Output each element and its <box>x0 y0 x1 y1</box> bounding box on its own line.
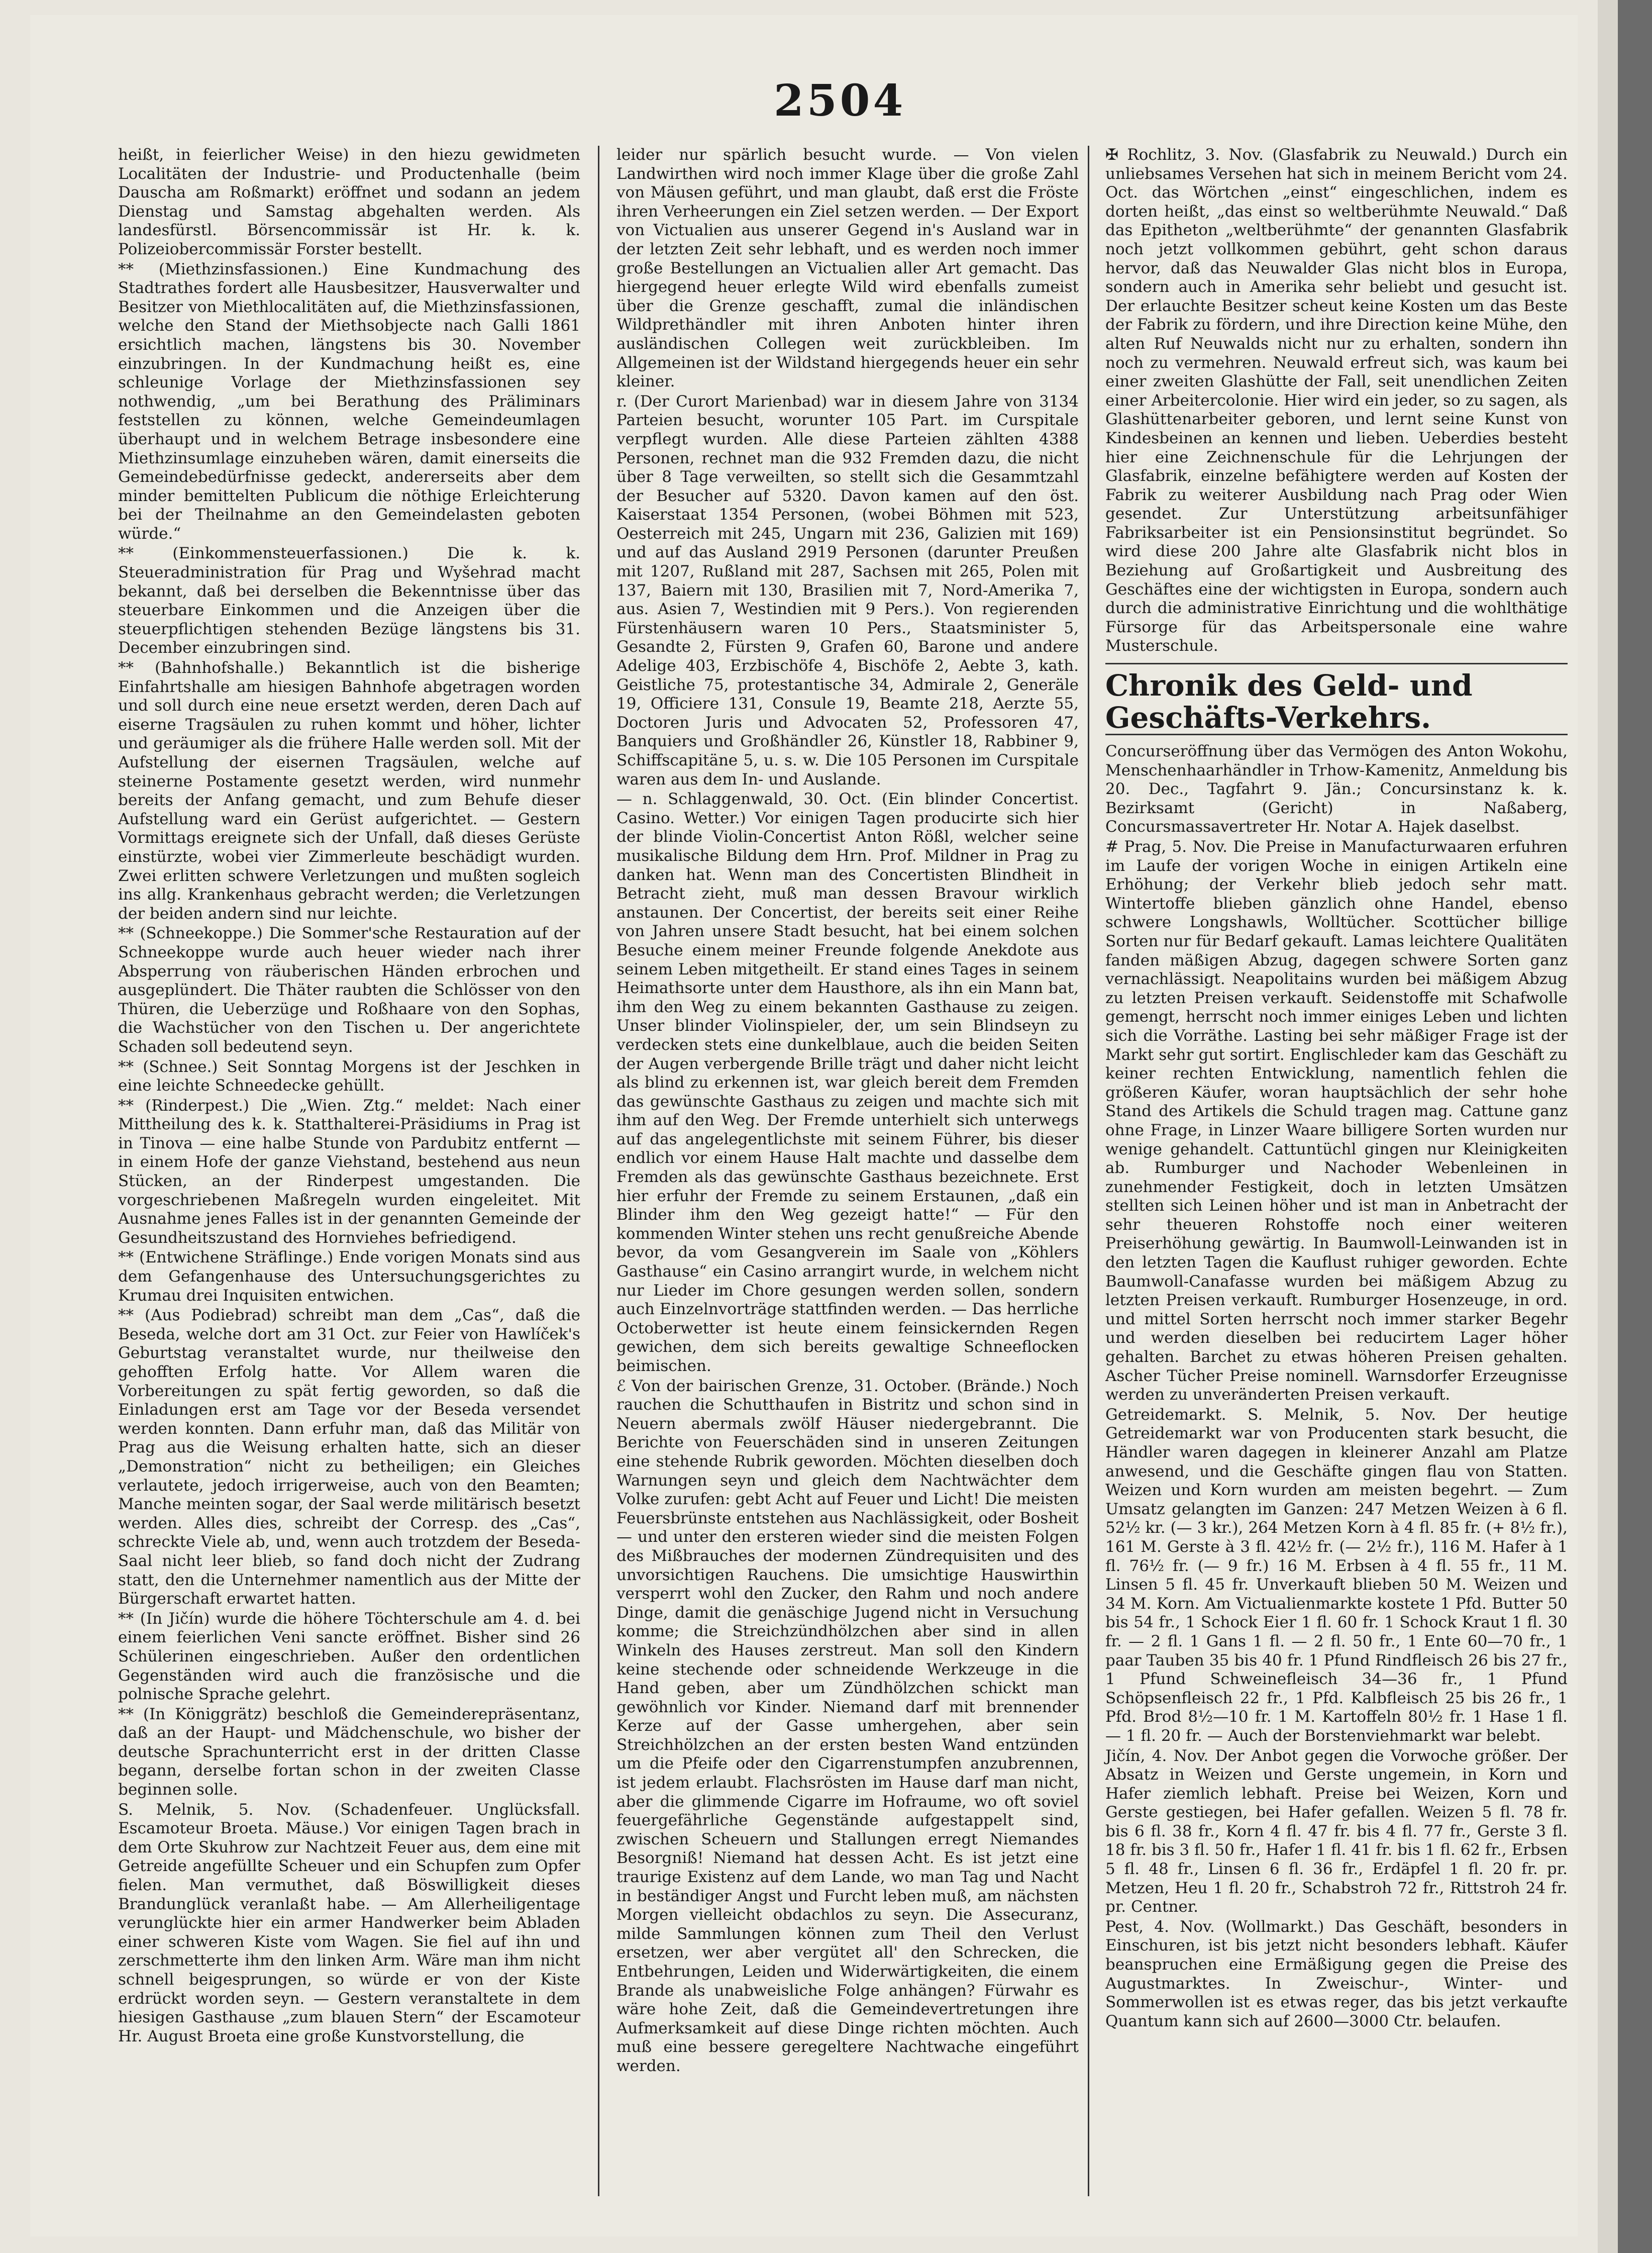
article-paragraph: ℰ Von der bairischen Grenze, 31. October. (Brände.) Noch rauchen die Schutthaufen in Bistritz und schon sind in Neuern abermals zwölf Häuser niedergebrannt. Die Berichte von Feuerschäden sind in unseren Zeitungen eine stehende Rubrik geworden. Möchten dieselben doch Warnungen seyn und gleich dem Nachtwächter dem Volke zurufen: gebt Acht auf Feuer und Licht! Die meisten Feuersbrünste entstehen aus Nachlässigkeit, oder Bosheit — und unter den ersteren wieder sind die meisten Folgen des Mißbrauches der modernen Zündrequisiten und des unvorsichtigen Rauchens. Die umsichtige Hauswirthin versperrt wohl den Zucker, den Rahm und noch andere Dinge, damit die genäschige Jugend nicht in Versuchung komme; die Streichzündhölzchen aber sind in allen Winkeln des Hauses zerstreut. Man soll den Kindern keine stechende oder schneidende Werkzeuge in die Hand geben, aber um Zündhölzchen schickt man gewöhnlich vor Kinder. Niemand darf mit brennender Kerze auf der Gasse umhergehen, aber sein Streichhölzchen an der ersten besten Wand entzünden um die Pfeife oder den Cigarrenstumpfen anzubrennen, ist jedem erlaubt. Flachsrösten im Hause darf man nicht, aber die glimmende Cigarre im Hofraume, wo oft soviel feuergefährliche Gegenstände aufgestappelt sind, zwischen Scheuern und Stallungen erregt Niemandes Besorgniß! Niemand hat dessen Acht. Es ist jetzt eine traurige Existenz auf dem Lande, wo man Tag und Nacht in beständiger Angst und Furcht leben muß, am nächsten Morgen vielleicht obdachlos zu seyn. Die Assecuranz, milde Sammlungen können zum Theil den Verlust ersetzen, wer aber vergütet all' den Schrecken, die Entbehrungen, Leiden und Widerwärtigkeiten, die einem Brande als unabweisliche Folge anhängen? Fürwahr es wäre hohe Zeit, daß die Gemeindevertretungen ihre Aufmerksamkeit auf diese Dinge richten möchten. Auch muß eine bessere geregeltere Nachtwache eingeführt werden. <box>616 1377 1079 2075</box>
column-1 <box>118 146 580 2047</box>
column-divider-1 <box>598 146 599 2196</box>
page-number: 2504 <box>774 75 906 126</box>
scan-edge-light <box>1598 0 1618 2253</box>
article-paragraph: ✠ Rochlitz, 3. Nov. (Glasfabrik zu Neuwald.) Durch ein unliebsames Versehen hat sich in meinem Bericht vom 24. Oct. das Wörtchen „einst“ eingeschlichen, indem es dorten heißt, „das einst so weltberühmte Neuwald.“ Daß das Epitheton „weltberühmte“ der genannten Glasfabrik noch jetzt vollkommen gebührt, geht schon daraus hervor, daß das Neuwalder Glas nicht blos in Europa, sondern auch in Amerika sehr beliebt und gesucht ist. Der erlauchte Besitzer scheut keine Kosten um das Beste der Fabrik zu fördern, und ihre Direction keine Mühe, den alten Ruf Neuwalds nicht nur zu erhalten, sondern ihn noch zu vermehren. Neuwald erfreut sich, was kaum bei einer zweiten Glashütte der Fall, seit unendlichen Zeiten einer Arbeitercolonie. Hier wird ein jeder, so zu sagen, als Glashüttenarbeiter geboren, und lernt seine Kunst von Kindesbeinen an kennen und lieben. Ueberdies besteht hier eine Zeichnenschule für die Lehrjungen der Glasfabrik, einzelne befähigtere werden auf Kosten der Fabrik zu weiterer Ausbildung nach Prag oder Wien gesendet. Zur Unterstützung arbeitsunfähiger Fabriksarbeiter ist ein Pensionsinstitut begründet. So wird diese 200 Jahre alte Glasfabrik nicht blos in Beziehung auf Großartigkeit und Ausbreitung des Geschäftes eine der wichtigsten in Europa, sondern auch durch die administrative Einrichtung und die wohlthätige Fürsorge für das Arbeitspersonale eine wahre Musterschule. <box>1105 146 1568 655</box>
column-3 <box>1105 146 1568 2032</box>
article-paragraph: S. Melnik, 5. Nov. (Schadenfeuer. Unglücksfall. Escamoteur Broeta. Mäuse.) Vor einigen Tagen brach in dem Orte Skuhrow zur Nachtzeit Feuer aus, dem eine mit Getreide angefüllte Scheuer und ein Schupfen zum Opfer fielen. Man vermuthet, daß Böswilligkeit dieses Brandunglück veranlaßt habe. — Am Allerheiligentage verunglückte hier ein armer Handwerker beim Abladen einer schweren Kiste vom Wagen. Sie fiel auf ihn und zerschmetterte ihm den linken Arm. Wäre man ihm nicht schnell beigesprungen, so würde er von der Kiste erdrückt worden seyn. — Gestern veranstaltete in dem hiesigen Gasthause „zum blauen Stern“ der Escamoteur Hr. August Broeta eine große Kunstvorstellung, die <box>118 1800 580 2045</box>
chronik-paragraph: # Prag, 5. Nov. Die Preise in Manufacturwaaren erfuhren im Laufe der vorigen Woche in einigen Artikeln eine Erhöhung; der Verkehr blieb jedoch sehr matt. Wintertoffe blieben gänzlich ohne Handel, ebenso schwere Longshawls, Wolltücher. Scottücher billige Sorten nur für Bedarf gekauft. Lamas leichtere Qualitäten fanden mäßigen Abzug, dagegen schwere Sorten ganz vernachlässigt. Neapolitains wurden bei mäßigem Abzug zu letzten Preisen verkauft. Seidenstoffe mit Schafwolle gemengt, herrscht noch immer einiges Leben und lichten sich die Vorräthe. Lasting bei sehr mäßiger Frage ist der Markt sehr gut sortirt. Englischleder kam das Geschäft zu keiner rechten Entwicklung, namentlich fehlen die größeren Käufer, woran hauptsächlich der sehr hohe Stand des Artikels die Schuld tragen mag. Cattune ganz ohne Frage, in Linzer Waare billigere Sorten wurden nur wenige gehandelt. Cattuntüchl gingen nur Kleinigkeiten ab. Rumburger und Nachoder Webenleinen in zunehmender Festigkeit, doch in letzten Umsätzen stellten sich Leinen höher und ist man in Anbetracht der sehr theueren Rohstoffe noch einer weiteren Preiserhöhung gewärtig. In Baumwoll-Leinwanden ist in den letzten Tagen die Kauflust ruhiger geworden. Echte Baumwoll-Canafasse wurden bei mäßigem Abzug zu letzten Preisen verkauft. Rumburger Hosenzeuge, in ord. und mittel Sorten herrscht noch immer starker Begehr und werden dieselben bei reducirtem Lager höher gehalten. Barchet zu etwas höheren Preisen gehalten. Ascher Tücher Preise nominell. Warnsdorfer Erzeugnisse werden zu unveränderten Preisen verkauft. <box>1105 838 1568 1404</box>
article-paragraph: ** (Einkommensteuerfassionen.) Die k. k. Steueradministration für Prag und Wyšehrad macht bekannt, daß bei derselben die Bekenntnisse über das steuerbare Einkommen und die Anzeigen über die steuerpflichtigen stehenden Bezüge längstens bis 31. December einzubringen sind. <box>118 544 580 657</box>
article-paragraph: ** (In Jičín) wurde die höhere Töchterschule am 4. d. bei einem feierlichen Veni sancte eröffnet. Bisher sind 26 Schülerinen eingeschrieben. Außer den ordentlichen Gegenständen wird auch die französische und die polnische Sprache gelehrt. <box>118 1609 580 1704</box>
column-divider-2 <box>1088 146 1089 2196</box>
article-paragraph: ** (Entwichene Sträflinge.) Ende vorigen Monats sind aus dem Gefangenhause des Untersuchungsgerichtes zu Krumau drei Inquisiten entwichen. <box>118 1248 580 1305</box>
scan-edge-dark <box>1618 0 1652 2253</box>
article-paragraph: heißt, in feierlicher Weise) in den hiezu gewidmeten Localitäten der Industrie- und Productenhalle (beim Dauscha am Roßmarkt) eröffnet und sodann an jedem Dienstag und Samstag abgehalten werden. Als landesfürstl. Börsencommissär ist Hr. k. k. Polizeiobercommissär Forster bestellt. <box>118 146 580 258</box>
article-paragraph: ** (Schneekoppe.) Die Sommer'sche Restauration auf der Schneekoppe wurde auch heuer wieder nach ihrer Absperrung von räuberischen Händen erbrochen und ausgeplündert. Die Thäter raubten die Schlösser von den Thüren, die Ueberzüge und Roßhaare von den Sophas, die Wachstücher von den Tischen u. Der angerichtete Schaden soll bedeutend seyn. <box>118 924 580 1056</box>
article-paragraph: ** (Aus Podiebrad) schreibt man dem „Cas“, daß die Beseda, welche dort am 31 Oct. zur Feier von Hawlíček's Geburtstag veranstaltet wurde, nur theilweise den gehofften Erfolg hatte. Vor Allem waren die Vorbereitungen zu spät fertig geworden, so daß die Einladungen erst am Tage vor der Beseda versendet werden konnten. Dann erfuhr man, daß das Militär von Prag aus die Weisung erhalten hatte, sich an dieser „Demonstration“ nicht zu betheiligen; ein Gleiches verlautete, jedoch irrigerweise, auch von den Beamten; Manche meinten sogar, der Saal werde militärisch besetzt werden. Alles dies, schreibt der Corresp. des „Cas“, schreckte Viele ab, und, wenn auch trotzdem der Beseda-Saal nicht leer blieb, so fand doch nicht der Zudrang statt, den die Unternehmer namentlich aus der Mitte der Bürgerschaft erwartet hatten. <box>118 1306 580 1608</box>
article-paragraph: r. (Der Curort Marienbad) war in diesem Jahre von 3134 Parteien besucht, worunter 105 Part. im Curspitale verpflegt wurden. Alle diese Parteien zählten 4388 Personen, rechnet man die 932 Fremden dazu, die nicht über 8 Tage verweilten, so stellt sich die Gesammtzahl der Besucher auf 5320. Davon kamen auf den öst. Kaiserstaat 1354 Personen, (wobei Böhmen mit 523, Oesterreich mit 245, Ungarn mit 236, Galizien mit 169) und auf das Ausland 2919 Personen (darunter Preußen mit 1207, Rußland mit 287, Sachsen mit 265, Polen mit 137, Baiern mit 130, Brasilien mit 7, Nord-Amerika 7, aus. Asien 7, Westindien mit 9 Pers.). Von regierenden Fürstenhäusern waren 10 Pers., Staatsminister 5, Gesandte 2, Fürsten 9, Grafen 60, Barone und andere Adelige 403, Erzbischöfe 4, Bischöfe 2, Aebte 3, kath. Geistliche 75, protestantische 34, Admirale 2, Generäle 19, Officiere 131, Consule 19, Beamte 218, Aerzte 55, Doctoren Juris und Advocaten 52, Professoren 47, Banquiers und Großhändler 26, Künstler 18, Rabbiner 9, Schiffscapitäne 5, u. s. w. Die 105 Personen im Curspitale waren aus dem In- und Auslande. <box>616 392 1079 789</box>
chronik-paragraph: Jičín, 4. Nov. Der Anbot gegen die Vorwoche größer. Der Absatz in Weizen und Gerste ungemein, in Korn und Hafer ziemlich lebhaft. Preise bei Weizen, Korn und Gerste gestiegen, bei Hafer gefallen. Weizen 5 fl. 78 fr. bis 6 fl. 38 fr., Korn 4 fl. 47 fr. bis 4 fl. 77 fr., Gerste 3 fl. 18 fr. bis 3 fl. 50 fr., Hafer 1 fl. 41 fr. bis 1 fl. 62 fr., Erbsen 5 fl. 48 fr., Linsen 6 fl. 36 fr., Erdäpfel 1 fl. 20 fr. pr. Metzen, Heu 1 fl. 20 fr., Schabstroh 72 fr., Rittstroh 24 fr. pr. Centner. <box>1105 1746 1568 1916</box>
column-2 <box>616 146 1079 2077</box>
chronik-paragraph: Concurseröffnung über das Vermögen des Anton Wokohu, Menschenhaarhändler in Trhow-Kamenitz, Anmeldung bis 20. Dec., Tagfahrt 9. Jän.; Concursinstanz k. k. Bezirksamt (Gericht) in Naßaberg, Concursmassavertreter Hr. Notar A. Hajek daselbst. <box>1105 742 1568 836</box>
article-paragraph: ** (In Königgrätz) beschloß die Gemeinderepräsentanz, daß an der Haupt- und Mädchenschule, wo bisher der deutsche Sprachunterricht erst in der dritten Classe begann, derselbe fortan schon in der zweiten Classe beginnen solle. <box>118 1705 580 1799</box>
article-paragraph: ** (Schnee.) Seit Sonntag Morgens ist der Jeschken in eine leichte Schneedecke gehüllt. <box>118 1057 580 1095</box>
article-paragraph: ** (Miethzinsfassionen.) Eine Kundmachung des Stadtrathes fordert alle Hausbesitzer, Hausverwalter und Besitzer von Miethlocalitäten auf, die Miethzinsfassionen, welche den Stand der Miethsobjecte nach Galli 1861 ersichtlich machen, längstens bis 30. November einzubringen. In der Kundmachung heißt es, eine schleunige Vorlage der Miethzinsfassionen sey nothwendig, „um bei Berathung des Präliminars feststellen zu können, welche Gemeindeumlagen überhaupt und in welchem Betrage insbesondere eine Miethzinsumlage einzuheben wären, damit einerseits die Gemeindebedürfnisse gedeckt, andererseits aber dem minder bemittelten Publicum die nöthige Erleichterung bei der Theilnahme an den Gemeindelasten geboten würde.“ <box>118 260 580 543</box>
chronik-paragraph: Getreidemarkt. S. Melnik, 5. Nov. Der heutige Getreidemarkt war von Producenten stark besucht, die Händler waren dagegen in kleinerer Anzahl am Platze anwesend, und die Geschäfte gingen flau von Statten. Weizen und Korn wurden am meisten begehrt. — Zum Umsatz gelangten im Ganzen: 247 Metzen Weizen à 6 fl. 52½ kr. (— 3 kr.), 264 Metzen Korn à 4 fl. 85 fr. (+ 8½ fr.), 161 M. Gerste à 3 fl. 42½ fr. (— 2½ fr.), 116 M. Hafer à 1 fl. 76½ fr. (— 9 fr.) 16 M. Erbsen à 4 fl. 55 fr., 11 M. Linsen 5 fl. 45 fr. Unverkauft blieben 50 M. Weizen und 34 M. Korn. Am Victualienmarkte kostete 1 Pfd. Butter 50 bis 54 fr., 1 Schock Eier 1 fl. 60 fr. 1 Schock Kraut 1 fl. 30 fr. — 2 fl. 1 Gans 1 fl. — 2 fl. 50 fr., 1 Ente 60—70 fr., 1 paar Tauben 35 bis 40 fr. 1 Pfund Rindfleisch 26 bis 27 fr., 1 Pfund Schweinefleisch 34—36 fr., 1 Pfund Schöpsenfleisch 22 fr., 1 Pfd. Kalbfleisch 25 bis 26 fr., 1 Pfd. Brod 8½—10 fr. 1 M. Kartoffeln 80½ fr. 1 Hase 1 fl. — 1 fl. 20 fr. — Auch der Borstenviehmarkt war belebt. <box>1105 1405 1568 1745</box>
article-paragraph: leider nur spärlich besucht wurde. — Von vielen Landwirthen wird noch immer Klage über die große Zahl von Mäusen geführt, und man glaubt, daß erst die Fröste ihren Verheerungen ein Ziel setzen werden. — Der Export von Victualien aus unserer Gegend in's Ausland war in der letzten Zeit sehr lebhaft, und es werden noch immer große Bestellungen an Victualien aller Art gemacht. Das hiergegend heuer erlegte Wild wird ebenfalls zumeist über die Grenze geschafft, zumal die inländischen Wildprethändler mit ihren Anboten hinter ihren ausländischen Collegen weit zurückbleiben. Im Allgemeinen ist der Wildstand hiergegends heuer ein sehr kleiner. <box>616 146 1079 391</box>
section-heading-chronik: Chronik des Geld- und Geschäfts-Verkehrs. <box>1105 663 1568 735</box>
chronik-paragraph: Pest, 4. Nov. (Wollmarkt.) Das Geschäft, besonders in Einschuren, ist bis jetzt nicht besonders lebhaft. Käufer beanspruchen eine Ermäßigung gegen die Preise des Augustmarktes. In Zweischur-, Winter- und Sommerwollen ist es etwas reger, das bis jetzt verkaufte Quantum kann sich auf 2600—3000 Ctr. belaufen. <box>1105 1917 1568 2030</box>
article-paragraph: — n. Schlaggenwald, 30. Oct. (Ein blinder Concertist. Casino. Wetter.) Vor einigen Tagen producirte sich hier der blinde Violin-Concertist Anton Rößl, welcher seine musikalische Bildung dem Hrn. Prof. Mildner in Prag zu danken hat. Wenn man des Concertisten Blindheit in Betracht zieht, muß man dessen Bravour wirklich anstaunen. Der Concertist, der bereits seit einer Reihe von Jahren unsere Stadt besucht, hat bei einem solchen Besuche einem meiner Freunde folgende Anekdote aus seinem Leben mitgetheilt. Er stand eines Tages in seinem Heimathsorte unter dem Hausthore, als ihn ein Mann bat, ihm den Weg zu einem bekannten Gasthause zu zeigen. Unser blinder Violinspieler, der, um sein Blindseyn zu verdecken stets eine dunkelblaue, auch die beiden Seiten der Augen verbergende Brille trägt und daher nicht leicht als blind zu erkennen ist, war gleich bereit dem Fremden das gewünschte Gasthaus zu zeigen und machte sich mit ihm auf den Weg. Der Fremde unterhielt sich unterwegs auf das angelegentlichste mit seinem Führer, bis dieser endlich vor einem Hause Halt machte und dasselbe dem Fremden als das gewünschte Gasthaus bezeichnete. Erst hier erfuhr der Fremde zu seinem Erstaunen, „daß ein Blinder ihm den Weg gezeigt hatte!“ — Für den kommenden Winter stehen uns recht genußreiche Abende bevor, da vom Gesangverein im Saale von „Köhlers Gasthause“ ein Casino arrangirt wurde, in welchem nicht nur Lieder im Chore gesungen werden sollen, sondern auch Einzelnvorträge stattfinden werden. — Das herrliche Octoberwetter ist heute einem feinsickernden Regen gewichen, dem sich bereits gewaltige Schneeflocken beimischen. <box>616 790 1079 1375</box>
article-paragraph: ** (Rinderpest.) Die „Wien. Ztg.“ meldet: Nach einer Mittheilung des k. k. Statthalterei-Präsidiums in Prag ist in Tinova — eine halbe Stunde von Pardubitz entfernt — in einem Hofe der ganze Viehstand, bestehend aus neun Stücken, an der Rinderpest umgestanden. Die vorgeschriebenen Maßregeln wurden eingeleitet. Mit Ausnahme jenes Falles ist in der genannten Gemeinde der Gesundheitszustand des Hornviehes befriedigend. <box>118 1096 580 1247</box>
article-paragraph: ** (Bahnhofshalle.) Bekanntlich ist die bisherige Einfahrtshalle am hiesigen Bahnhofe abgetragen worden und soll durch eine neue ersetzt werden, deren Dach auf eiserne Tragsäulen zu ruhen kommt und höher, lichter und geräumiger als die frühere Halle werden soll. Mit der Aufstellung der eisernen Tragsäulen, welche auf steinerne Postamente gesetzt werden, wird nunmehr bereits der Anfang gemacht, und zum Behufe dieser Aufstellung ward ein Gerüst aufgerichtet. — Gestern Vormittags ereignete sich der Unfall, daß dieses Gerüste einstürzte, wobei vier Zimmerleute beschädigt wurden. Zwei erlitten schwere Verletzungen und mußten sogleich ins allg. Krankenhaus gebracht werden; die Verletzungen der beiden andern sind nur leichte. <box>118 659 580 923</box>
